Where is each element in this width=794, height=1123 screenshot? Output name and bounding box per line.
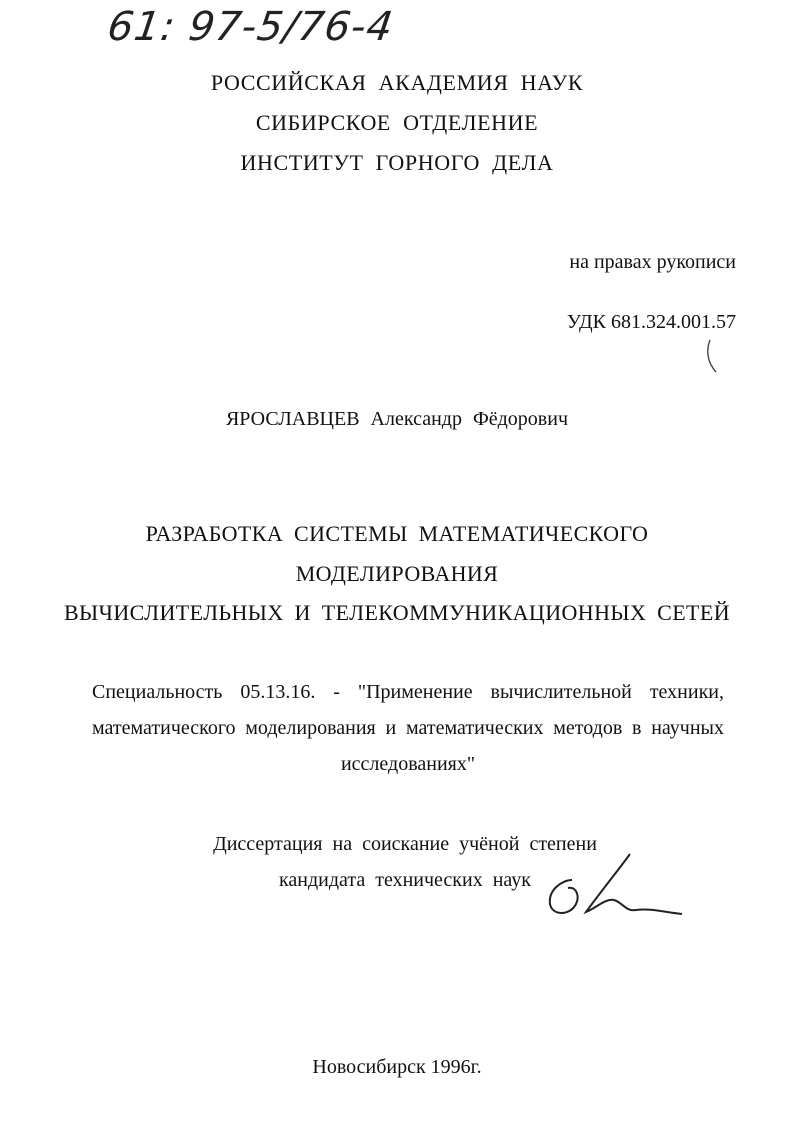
organization-line-3: ИНСТИТУТ ГОРНОГО ДЕЛА bbox=[240, 150, 554, 175]
city-year: Новосибирск 1996г. bbox=[312, 1056, 482, 1078]
manuscript-rights-note: на правах рукописи bbox=[569, 251, 736, 273]
specialty-text: Специальность 05.13.16. - "Применение вычислительной техники, математического моделирования и математических методов в научных исследованиях" bbox=[92, 681, 724, 775]
degree-line-2: кандидата технических наук bbox=[278, 869, 532, 891]
organization-line-1: РОССИЙСКАЯ АКАДЕМИЯ НАУК bbox=[210, 70, 584, 95]
pen-mark bbox=[702, 336, 722, 376]
udk-code: УДК 681.324.001.57 bbox=[566, 311, 736, 333]
title-line-2: МОДЕЛИРОВАНИЯ bbox=[295, 561, 499, 586]
title-line-1: РАЗРАБОТКА СИСТЕМЫ МАТЕМАТИЧЕСКОГО bbox=[145, 521, 649, 546]
signature bbox=[540, 846, 690, 926]
handwritten-catalog-number: 61: 97-5/76-4 bbox=[104, 4, 397, 50]
author-name: ЯРОСЛАВЦЕВ Александр Фёдорович bbox=[225, 408, 569, 430]
organization-line-2: СИБИРСКОЕ ОТДЕЛЕНИЕ bbox=[255, 110, 539, 135]
title-line-3: ВЫЧИСЛИТЕЛЬНЫХ И ТЕЛЕКОММУНИКАЦИОННЫХ СЕТЕЙ bbox=[63, 600, 731, 625]
degree-line-1: Диссертация на соискание учёной степени bbox=[213, 833, 597, 855]
